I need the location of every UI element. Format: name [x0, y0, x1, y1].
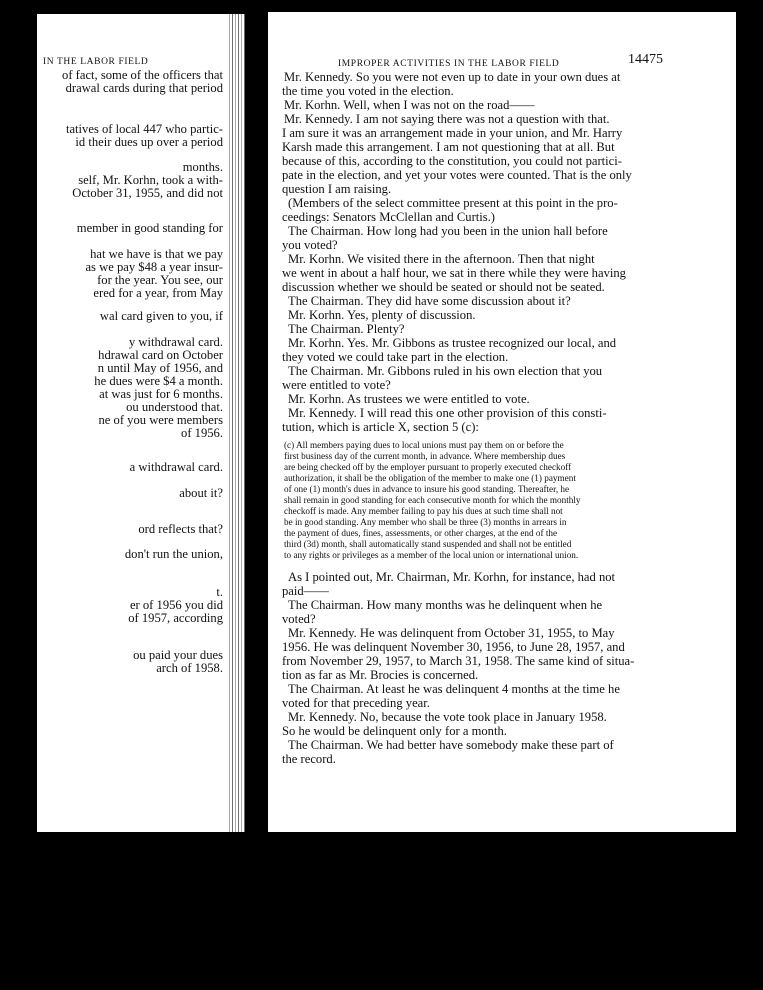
quoted-constitution-line: be in good standing. Any member who shall be three (3) months in arrears in	[284, 517, 567, 527]
left-text-line: id their dues up over a period	[75, 135, 223, 149]
left-text-line: of fact, some of the officers that	[62, 68, 223, 82]
transcript-line: we went in about a half hour, we sat in there while they were having	[282, 266, 626, 280]
quoted-constitution-line: shall remain in good standing for each consecutive month for which the monthly	[284, 495, 581, 505]
left-running-header: IN THE LABOR FIELD	[43, 57, 149, 67]
left-text-line: months.	[182, 160, 223, 174]
transcript-line: The Chairman. How many months was he delinquent when he	[288, 598, 603, 612]
transcript-line: from November 29, 1957, to March 31, 1958. The same kind of situa-	[282, 654, 635, 668]
quoted-constitution-line: third (3d) month, shall automatically stand suspended and shall not be entitled	[284, 539, 572, 549]
transcript-line: ceedings: Senators McClellan and Curtis.)	[282, 210, 495, 224]
left-text-line: member in good standing for	[76, 221, 223, 235]
transcript-line: As I pointed out, Mr. Chairman, Mr. Korhn, for instance, had not	[288, 570, 616, 584]
transcript-line: The Chairman. Mr. Gibbons ruled in his own election that you	[288, 364, 603, 378]
transcript-line: (Members of the select committee present at this point in the pro-	[288, 196, 618, 210]
left-text-line: tatives of local 447 who partic-	[65, 122, 223, 136]
transcript-line: Mr. Korhn. As trustees we were entitled to vote.	[288, 392, 530, 406]
quoted-constitution-line: first business day of the current month, in advance. Where membership dues	[284, 451, 566, 461]
left-text-line: for the year. You see, our	[97, 273, 223, 287]
left-text-line: at was just for 6 months.	[99, 387, 223, 401]
left-text-line: don't run the union,	[124, 547, 223, 561]
left-text-line: as we pay $48 a year insur-	[85, 260, 223, 274]
left-text-line: n until May of 1956, and	[97, 361, 223, 375]
transcript-line: The Chairman. We had better have somebody make these part of	[288, 738, 614, 752]
left-text-line: ne of you were members	[98, 413, 223, 427]
quoted-constitution-line: authorization, it shall be the obligation of the member to make one (1) payment	[284, 473, 576, 483]
left-text-line: of 1956.	[181, 426, 223, 440]
left-page-text-area	[37, 14, 233, 832]
transcript-line: pate in the election, and yet your votes were counted. That is the only	[282, 168, 632, 182]
transcript-line: Mr. Kennedy. So you were not even up to date in your own dues at	[284, 70, 621, 84]
quoted-constitution-line: are being checked off by the employer pursuant to properly executed checkoff	[284, 462, 572, 472]
transcript-line: The Chairman. Plenty?	[288, 322, 405, 336]
left-text-line: ered for a year, from May	[93, 286, 223, 300]
transcript-line: you voted?	[282, 238, 338, 252]
transcript-line: they voted we could take part in the election.	[282, 350, 509, 364]
left-text-line: about it?	[179, 486, 223, 500]
left-text-line: of 1957, according	[128, 611, 223, 625]
left-text-line: arch of 1958.	[156, 661, 223, 675]
transcript-line: Mr. Kennedy. I am not saying there was not a question with that.	[284, 112, 610, 126]
transcript-line: Karsh made this arrangement. I am not questioning that at all. But	[282, 140, 615, 154]
transcript-line: Mr. Korhn. Yes. Mr. Gibbons as trustee recognized our local, and	[288, 336, 617, 350]
transcript-line: Mr. Korhn. Yes, plenty of discussion.	[288, 308, 476, 322]
transcript-line: were entitled to vote?	[282, 378, 391, 392]
transcript-line: the time you voted in the election.	[282, 84, 454, 98]
right-page	[268, 12, 736, 832]
transcript-line: The Chairman. They did have some discussion about it?	[288, 294, 571, 308]
transcript-line: Mr. Kennedy. No, because the vote took place in January 1958.	[288, 710, 607, 724]
transcript-line: the record.	[282, 752, 336, 766]
right-running-header: IMPROPER ACTIVITIES IN THE LABOR FIELD	[338, 59, 560, 69]
transcript-line: The Chairman. At least he was delinquent 4 months at the time he	[288, 682, 620, 696]
transcript-line: paid——	[282, 584, 329, 598]
left-text-line: ou paid your dues	[133, 648, 223, 662]
transcript-line: because of this, according to the constitution, you could not partici-	[282, 154, 622, 168]
transcript-line: tion as far as Mr. Brocies is concerned.	[282, 668, 479, 682]
quoted-constitution-line: checkoff is made. Any member failing to pay his dues at such time shall not	[284, 506, 563, 516]
quoted-constitution-line: the payment of dues, fines, assessments, or other charges, at the end of the	[284, 528, 558, 538]
left-text-line: wal card given to you, if	[99, 309, 223, 323]
left-text-line: a withdrawal card.	[129, 460, 223, 474]
transcript-line: Mr. Kennedy. I will read this one other provision of this consti-	[288, 406, 607, 420]
transcript-line: Mr. Korhn. We visited there in the afternoon. Then that night	[288, 252, 595, 266]
left-text-line: ord reflects that?	[138, 522, 223, 536]
quoted-constitution-line: (c) All members paying dues to local unions must pay them on or before the	[284, 440, 564, 450]
left-text-line: drawal cards during that period	[65, 81, 223, 95]
transcript-line: Mr. Korhn. Well, when I was not on the road——	[284, 98, 535, 112]
transcript-line: The Chairman. How long had you been in the union hall before	[288, 224, 608, 238]
transcript-line: discussion whether we should be seated or should not be seated.	[282, 280, 605, 294]
left-text-line: hdrawal card on October	[98, 348, 223, 362]
transcript-line: 1956. He was delinquent November 30, 1956, to June 28, 1957, and	[282, 640, 625, 654]
left-text-line: ou understood that.	[126, 400, 223, 414]
left-text-line: y withdrawal card.	[128, 335, 223, 349]
left-text-line: t.	[216, 585, 223, 599]
quoted-constitution-line: of one (1) month's dues in advance to insure his good standing. Thereafter, he	[284, 484, 570, 494]
page-number: 14475	[628, 52, 663, 67]
page-gutter-shadow	[227, 14, 245, 832]
left-text-line: October 31, 1955, and did not	[72, 186, 223, 200]
transcript-line: So he would be delinquent only for a month.	[282, 724, 507, 738]
left-page-fragment	[37, 14, 245, 832]
left-text-line: self, Mr. Korhn, took a with-	[78, 173, 223, 187]
transcript-line: question I am raising.	[282, 182, 392, 196]
left-text-line: he dues were $4 a month.	[94, 374, 223, 388]
transcript-line: voted?	[282, 612, 316, 626]
transcript-line: tution, which is article X, section 5 (c):	[282, 420, 479, 434]
transcript-line: Mr. Kennedy. He was delinquent from October 31, 1955, to May	[288, 626, 615, 640]
transcript-line: I am sure it was an arrangement made in your union, and Mr. Harry	[282, 126, 623, 140]
left-text-line: er of 1956 you did	[129, 598, 223, 612]
transcript-line: voted for that preceding year.	[282, 696, 430, 710]
left-text-line: hat we have is that we pay	[90, 247, 223, 261]
quoted-constitution-line: to any rights or privileges as a member of the local union or international union.	[284, 550, 579, 560]
